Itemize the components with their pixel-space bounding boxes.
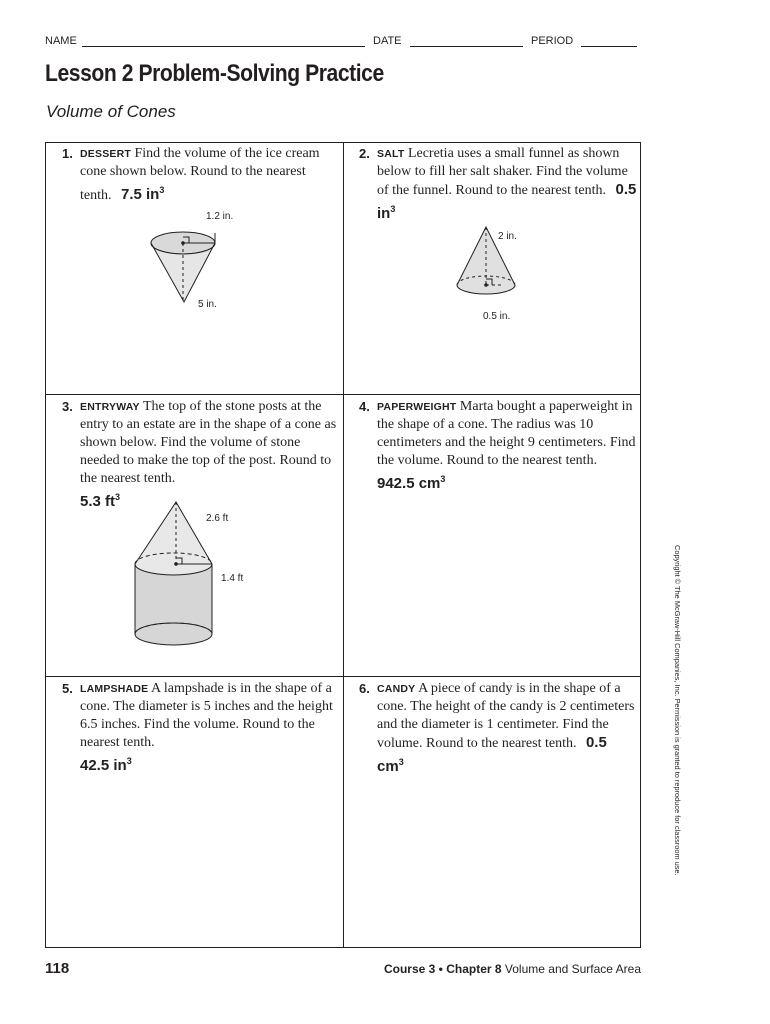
funnel-cone-figure [446, 223, 536, 313]
problem-keyword: DESSERT [80, 148, 131, 160]
date-field[interactable] [410, 46, 523, 47]
problem-keyword: ENTRYWAY [80, 401, 140, 413]
problem-answer: 0.5 $cm^3$ [377, 734, 607, 775]
period-label: PERIOD [531, 35, 574, 47]
height-label: 2 in. [498, 231, 517, 242]
problem-keyword: LAMPSHADE [80, 683, 149, 695]
problem-text: Marta bought a paperweight in the shape of a cone. The radius was 10 centimeters and the height 9 centimeters. Find the volume. Round to the nearest tenth. [377, 399, 636, 468]
copyright-notice: Copyright © The McGraw-Hill Companies, Inc. Permission is granted to reproduce for classroom use. [673, 545, 682, 876]
problem-5 [62, 680, 338, 776]
height-label: 2.6 ft [206, 513, 229, 524]
problem-text: Lecretia uses a small funnel as shown below to fill her salt shaker. Find the volume of the funnel. Round to the nearest tenth. [377, 146, 628, 198]
problem-number: 5. [62, 681, 73, 696]
problem-answer: 5.3 $ft^3$ [80, 492, 121, 510]
problem-answer: 942.5 $cm^3$ [377, 474, 446, 492]
problem-text: The top of the stone posts at the entry to an estate are in the shape of a cone as shown below. Find the volume of stone needed to make the top of the post. Round to the nearest tenth. [80, 399, 337, 486]
problem-4 [359, 398, 637, 494]
problem-number: 2. [359, 146, 370, 161]
problem-answer: 0.5 $in^3$ [377, 181, 637, 222]
name-field[interactable] [82, 46, 365, 47]
problem-keyword: SALT [377, 148, 405, 160]
problem-answer: 7.5 $in^3$ [121, 185, 165, 203]
date-label: DATE [373, 35, 402, 47]
row-divider [46, 676, 640, 677]
problem-grid [45, 142, 641, 948]
problem-keyword: PAPERWEIGHT [377, 401, 457, 413]
problem-2 [359, 145, 637, 224]
problem-number: 3. [62, 399, 73, 414]
page-title: Lesson 2 Problem-Solving Practice [45, 60, 384, 87]
problem-6 [359, 680, 637, 777]
page-number: 118 [45, 960, 70, 977]
radius-label: 0.5 in. [483, 311, 511, 322]
problem-number: 1. [62, 146, 73, 161]
problem-text: Find the volume of the ice cream cone shown below. Round to the nearest tenth. [80, 146, 320, 203]
period-field[interactable] [581, 46, 637, 47]
radius-label: 1.2 in. [206, 211, 234, 222]
problem-number: 6. [359, 681, 370, 696]
problem-answer: 42.5 $in^3$ [80, 756, 132, 774]
problem-text: A piece of candy is in the shape of a cone. The height of the candy is 2 centimeters and the diameter is 1 centimeter. Find the volume. Round to the nearest tenth. [377, 681, 635, 751]
name-label: NAME [45, 35, 77, 47]
problem-1 [62, 145, 332, 205]
radius-label: 1.4 ft [221, 573, 244, 584]
column-divider [343, 143, 344, 947]
problem-text: A lampshade is in the shape of a cone. The diameter is 5 inches and the height 6.5 inches. Find the volume. Round to the nearest tenth. [80, 681, 333, 750]
problem-number: 4. [359, 399, 370, 414]
ice-cream-cone-figure [126, 203, 266, 313]
row-divider [46, 394, 640, 395]
problem-3 [62, 398, 338, 512]
page-subtitle: Volume of Cones [46, 102, 176, 121]
slant-height-label: 5 in. [198, 299, 217, 310]
problem-keyword: CANDY [377, 683, 416, 695]
footer-course: Course 3 • Chapter 8 Volume and Surface Area [383, 962, 641, 976]
